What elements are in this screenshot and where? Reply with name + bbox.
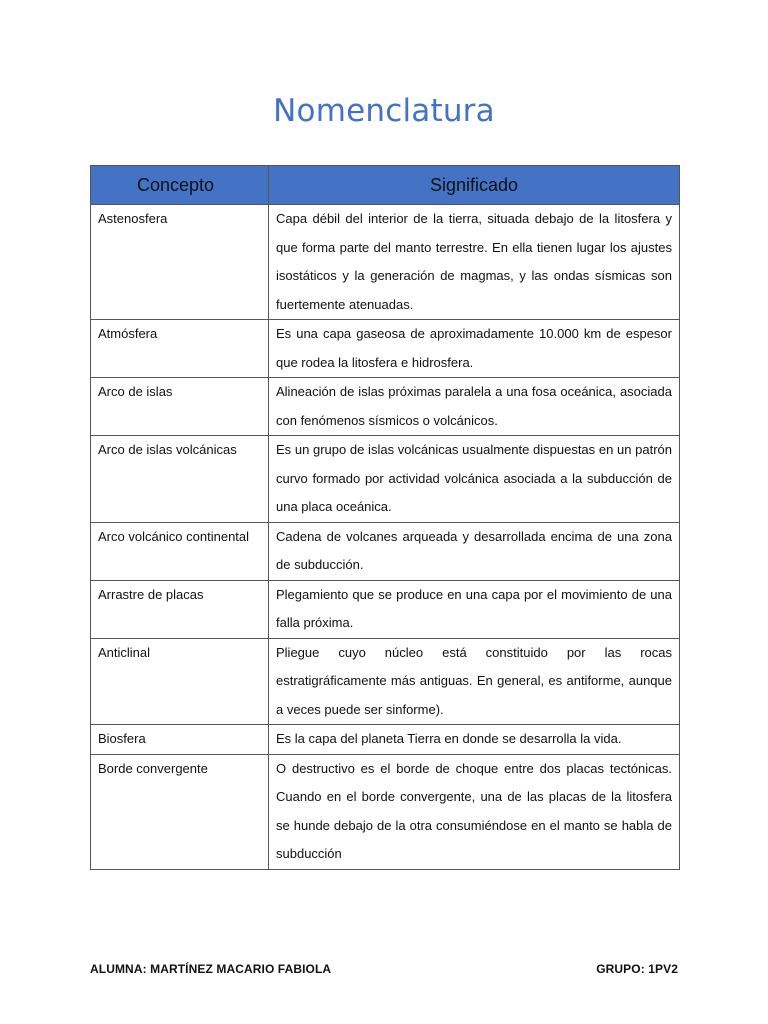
- meaning-cell: Es una capa gaseosa de aproximadamente 10.000 km de espesor que rodea la litosfera e hidrosfera.: [269, 320, 680, 378]
- meaning-cell: Pliegue cuyo núcleo está constituido por las rocas estratigráficamente más antiguas. En general, es antiforme, aunque a veces puede ser sinforme).: [269, 638, 680, 725]
- page-title: Nomenclatura: [273, 93, 495, 129]
- header-significado: Significado: [269, 166, 680, 205]
- term-cell: Arco de islas: [91, 378, 269, 436]
- table-row: [91, 638, 680, 725]
- table-row: [91, 378, 680, 436]
- footer-student: ALUMNA: MARTÍNEZ MACARIO FABIOLA: [90, 962, 332, 976]
- meaning-cell: Alineación de islas próximas paralela a una fosa oceánica, asociada con fenómenos sísmicos o volcánicos.: [269, 378, 680, 436]
- table-row: [91, 522, 680, 580]
- term-cell: Arrastre de placas: [91, 580, 269, 638]
- table-row: [91, 754, 680, 869]
- footer-group: GRUPO: 1PV2: [596, 962, 678, 976]
- table-row: [91, 436, 680, 523]
- table-header-row: [91, 166, 680, 205]
- glossary-table: [90, 165, 680, 870]
- term-cell: Astenosfera: [91, 205, 269, 320]
- table-row: [91, 580, 680, 638]
- meaning-cell: Capa débil del interior de la tierra, situada debajo de la litosfera y que forma parte del manto terrestre. En ella tienen lugar los ajustes isostáticos y la generación de magmas, y las ondas sísmicas son fuertemente atenuadas.: [269, 205, 680, 320]
- meaning-cell: Es un grupo de islas volcánicas usualmente dispuestas en un patrón curvo formado por actividad volcánica asociada a la subducción de una placa oceánica.: [269, 436, 680, 523]
- term-cell: Biosfera: [91, 725, 269, 755]
- meaning-cell: O destructivo es el borde de choque entre dos placas tectónicas. Cuando en el borde convergente, una de las placas de la litosfera se hunde debajo de la otra consumiéndose en el manto se habla de subducción: [269, 754, 680, 869]
- term-cell: Atmósfera: [91, 320, 269, 378]
- table-row: [91, 320, 680, 378]
- meaning-cell: Cadena de volcanes arqueada y desarrollada encima de una zona de subducción.: [269, 522, 680, 580]
- header-concepto: Concepto: [91, 166, 269, 205]
- term-cell: Arco volcánico continental: [91, 522, 269, 580]
- term-cell: Borde convergente: [91, 754, 269, 869]
- meaning-cell: Es la capa del planeta Tierra en donde se desarrolla la vida.: [269, 725, 680, 755]
- term-cell: Arco de islas volcánicas: [91, 436, 269, 523]
- table-row: [91, 725, 680, 755]
- term-cell: Anticlinal: [91, 638, 269, 725]
- meaning-cell: Plegamiento que se produce en una capa por el movimiento de una falla próxima.: [269, 580, 680, 638]
- table-row: [91, 205, 680, 320]
